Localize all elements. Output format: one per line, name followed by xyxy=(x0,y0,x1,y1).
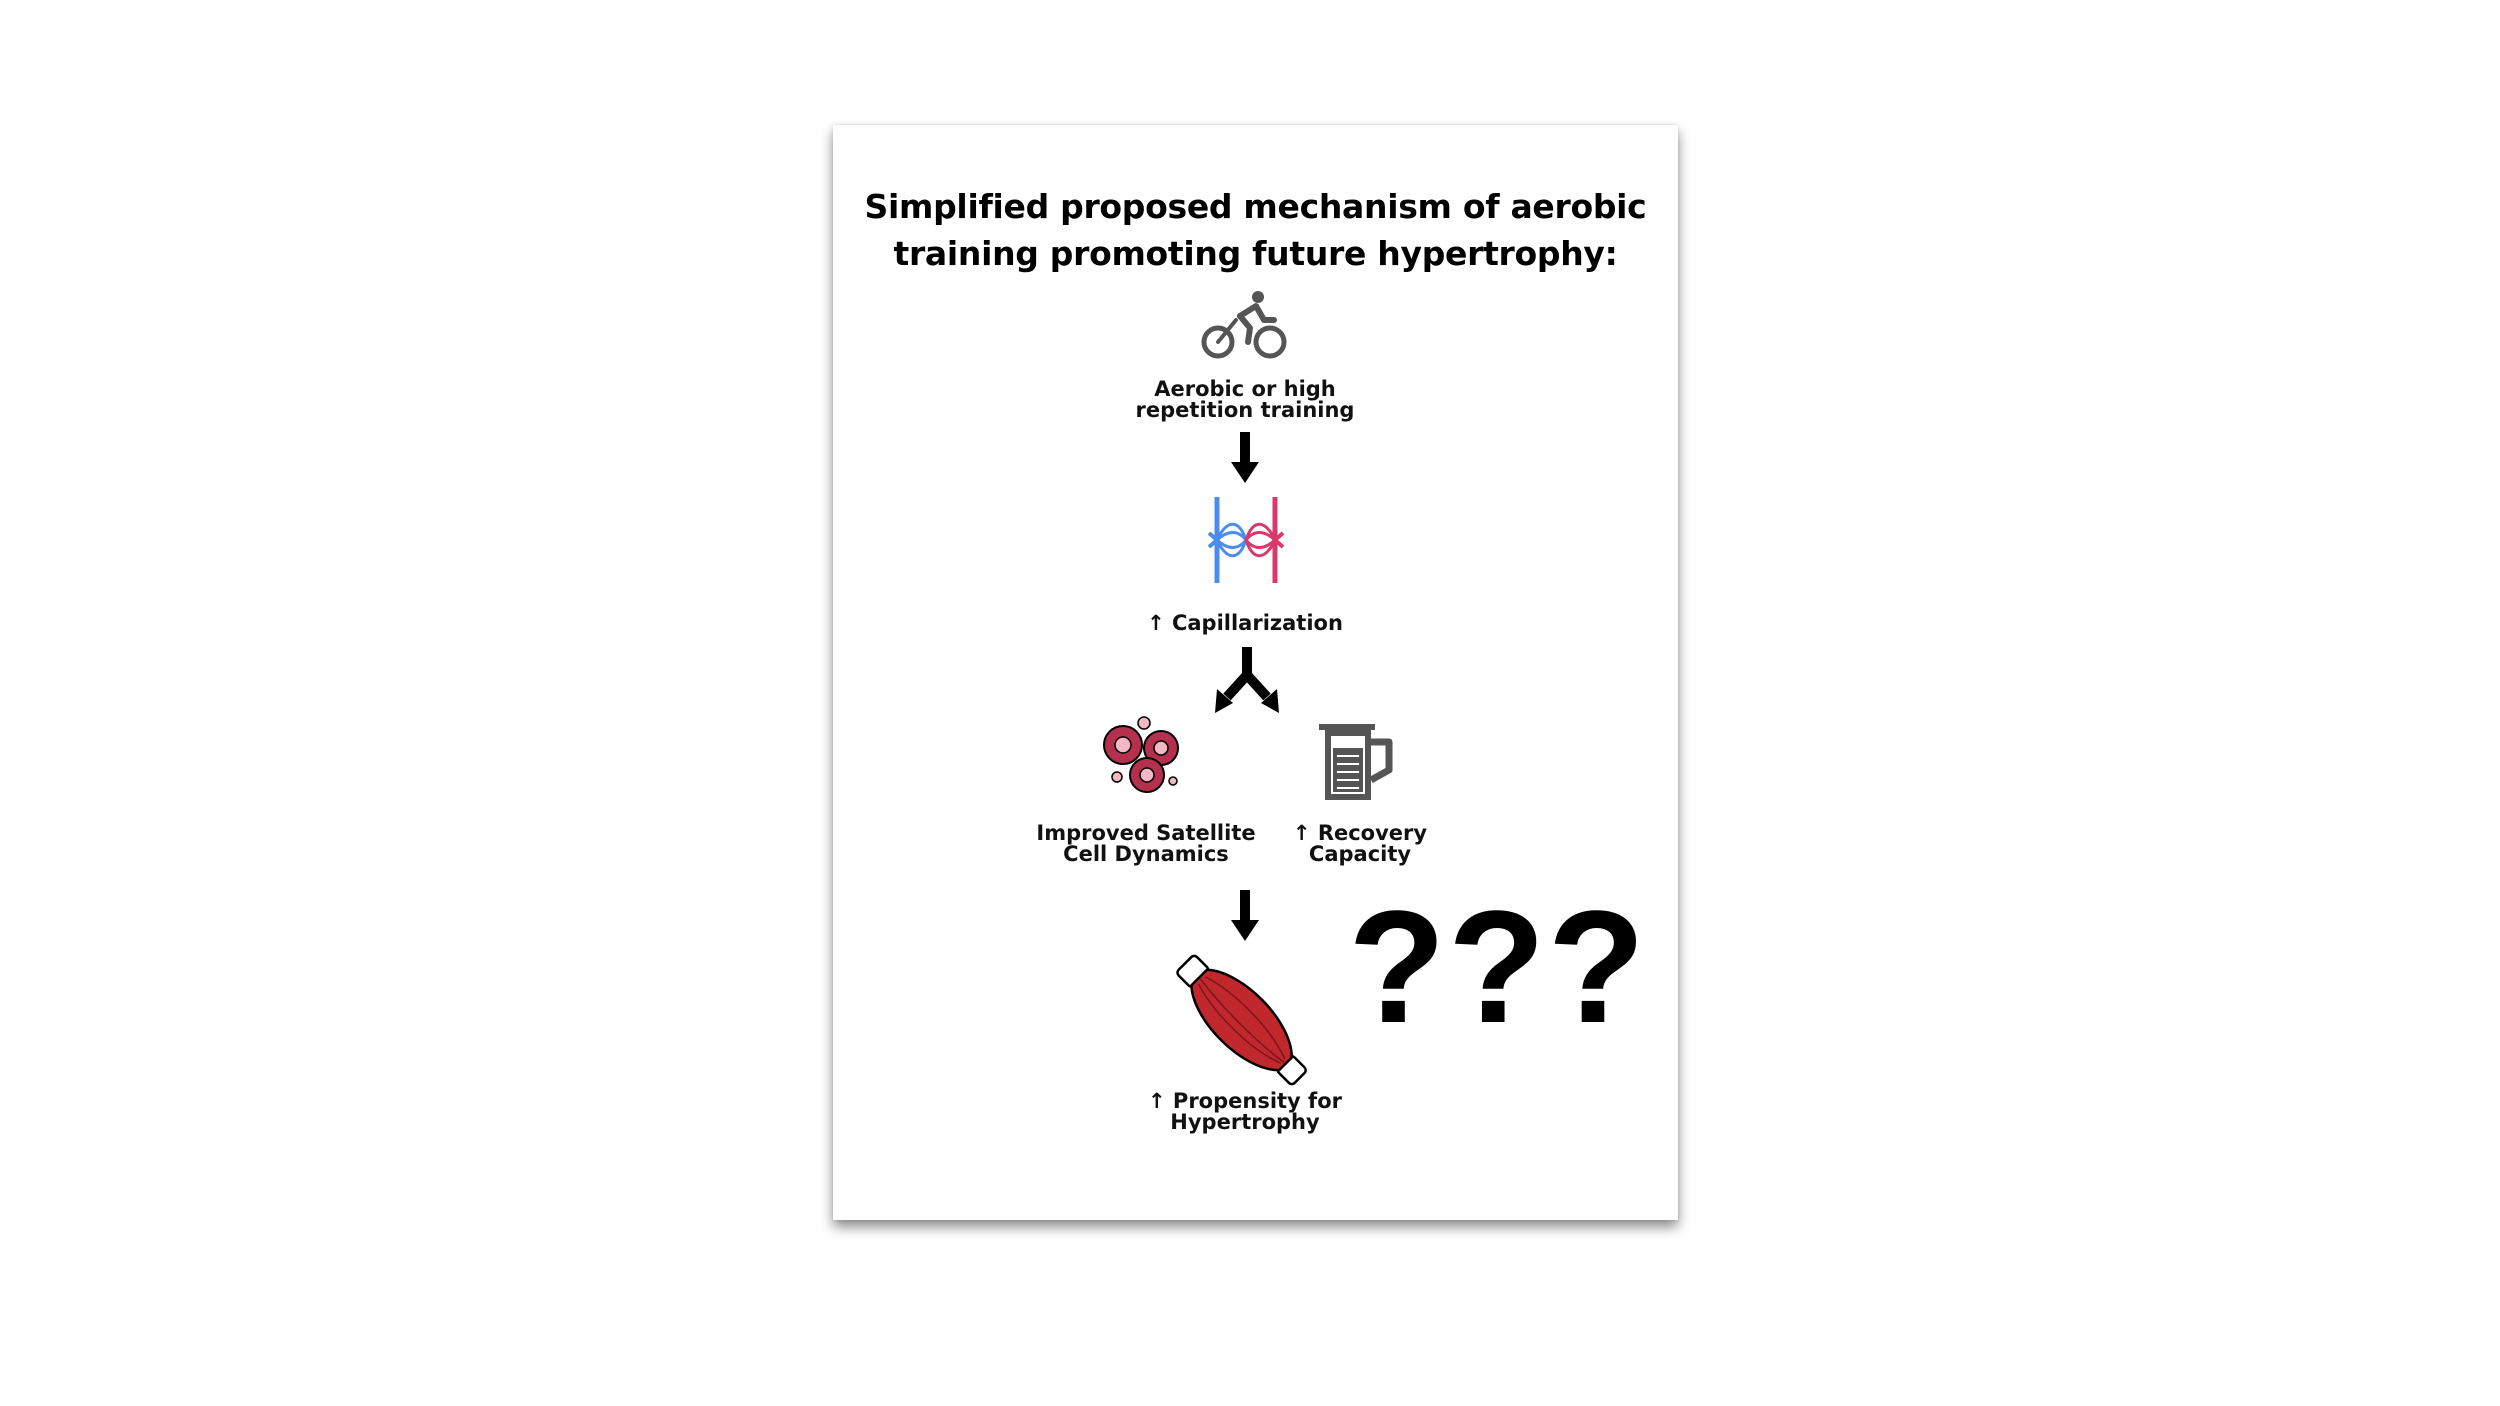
muscle-icon xyxy=(1173,945,1313,1095)
capillarization-label: ↑ Capillarization xyxy=(1147,611,1343,635)
cyclist-icon xyxy=(1200,290,1290,370)
diagram-title xyxy=(833,183,1678,277)
capillary-icon xyxy=(1201,495,1291,585)
title-line-2: training promoting future hypertrophy: xyxy=(893,234,1618,273)
title-line-1: Simplified proposed mechanism of aerobic xyxy=(864,187,1647,226)
diagram-card xyxy=(833,125,1678,1220)
recovery-label: ↑ Recovery Capacity xyxy=(1292,821,1428,866)
measuring-jug-icon xyxy=(1313,720,1399,806)
satellite-label: Improved Satellite Cell Dynamics xyxy=(1036,821,1256,866)
down-arrow-2 xyxy=(1230,890,1260,942)
hypertrophy-label: ↑ Propensity for Hypertrophy xyxy=(1148,1089,1342,1134)
question-marks: ??? xyxy=(1348,877,1648,1056)
down-arrow-1 xyxy=(1230,432,1260,484)
cells-icon xyxy=(1101,715,1191,805)
split-arrow xyxy=(1215,647,1279,715)
aerobic-label: Aerobic or high repetition training xyxy=(1135,377,1355,422)
